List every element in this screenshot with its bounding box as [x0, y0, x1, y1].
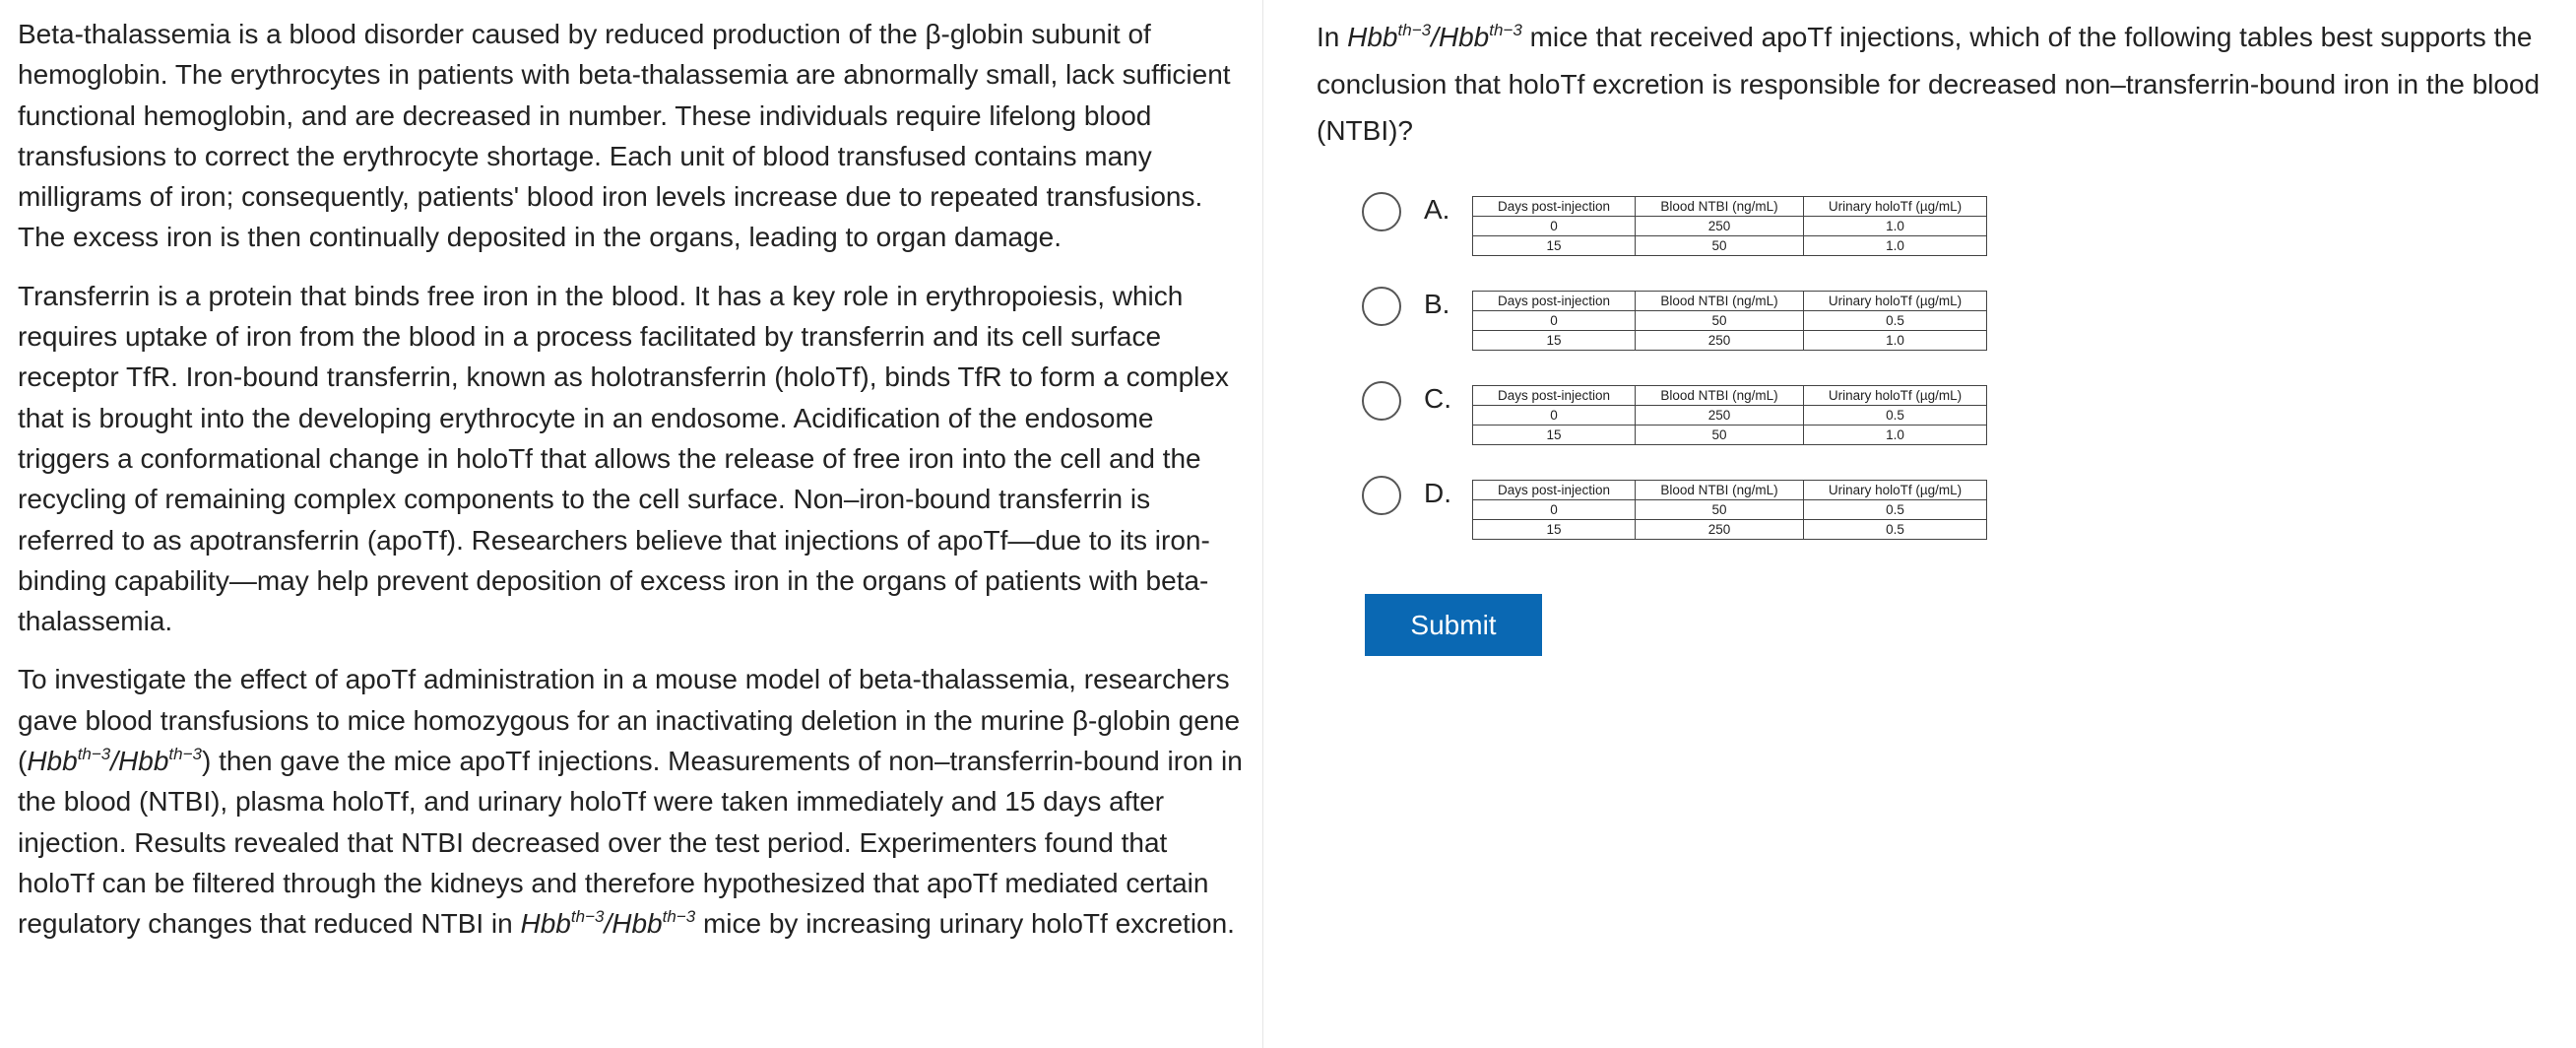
cell: 15 [1473, 331, 1636, 351]
choice-table-b [1472, 291, 1987, 351]
choice-b[interactable] [1362, 285, 1992, 354]
table-row [1473, 217, 1987, 236]
cell: 250 [1636, 406, 1804, 426]
table-header-row [1473, 292, 1987, 311]
header-ntbi: Blood NTBI (ng/mL) [1636, 197, 1804, 217]
header-days: Days post-injection [1473, 197, 1636, 217]
cell: 250 [1636, 520, 1804, 540]
choice-c[interactable] [1362, 379, 1992, 448]
choice-table-a [1472, 196, 1987, 256]
radio-button-d[interactable] [1362, 476, 1401, 515]
cell: 0.5 [1804, 406, 1987, 426]
cell: 250 [1636, 331, 1804, 351]
table-row [1473, 406, 1987, 426]
table-header-row [1473, 386, 1987, 406]
cell: 0.5 [1804, 311, 1987, 331]
cell: 50 [1636, 500, 1804, 520]
table-row [1473, 331, 1987, 351]
submit-button[interactable]: Submit [1365, 594, 1542, 656]
header-days: Days post-injection [1473, 481, 1636, 500]
table-row [1473, 520, 1987, 540]
header-days: Days post-injection [1473, 292, 1636, 311]
choice-letter: A. [1424, 194, 1450, 225]
cell: 0 [1473, 311, 1636, 331]
cell: 0.5 [1804, 500, 1987, 520]
header-ntbi: Blood NTBI (ng/mL) [1636, 292, 1804, 311]
header-ntbi: Blood NTBI (ng/mL) [1636, 481, 1804, 500]
choice-table-c [1472, 385, 1987, 445]
genotype-label: Hbb$^{th-3}$/Hbb$^{th-3}$ [520, 907, 696, 940]
header-urinary: Urinary holoTf (µg/mL) [1804, 481, 1987, 500]
cell: 1.0 [1804, 426, 1987, 445]
choice-a[interactable] [1362, 190, 1992, 259]
table-row [1473, 426, 1987, 445]
cell: 0 [1473, 217, 1636, 236]
cell: 0 [1473, 406, 1636, 426]
table-row [1473, 500, 1987, 520]
cell: 250 [1636, 217, 1804, 236]
header-urinary: Urinary holoTf (µg/mL) [1804, 197, 1987, 217]
header-ntbi: Blood NTBI (ng/mL) [1636, 386, 1804, 406]
cell: 15 [1473, 520, 1636, 540]
choice-letter: D. [1424, 478, 1451, 508]
radio-button-a[interactable] [1362, 192, 1401, 231]
cell: 15 [1473, 236, 1636, 256]
table-header-row [1473, 481, 1987, 500]
passage-pane [0, 0, 1263, 1048]
passage-paragraph-1: Beta-thalassemia is a blood disorder caused by reduced production of the β-globin subunit of hemoglobin. The erythrocytes in patients with beta-thalassemia are abnormally small, lack sufficient functional hemoglobin, and are decreased in number. These individuals require lifelong blood transfusions to correct the erythrocyte shortage. Each unit of blood transfused contains many milligrams of iron; consequently, patients' blood iron levels increase due to repeated transfusions. The excess iron is then continually deposited in the organs, leading to organ damage. [18, 19, 1231, 253]
cell: 50 [1636, 311, 1804, 331]
header-urinary: Urinary holoTf (µg/mL) [1804, 386, 1987, 406]
cell: 1.0 [1804, 217, 1987, 236]
cell: 50 [1636, 236, 1804, 256]
p3-text-c: mice by increasing urinary holoTf excretion. [695, 908, 1235, 940]
choice-letter: B. [1424, 289, 1450, 319]
passage-paragraph-2: Transferrin is a protein that binds free iron in the blood. It has a key role in erythropoiesis, which requires uptake of iron from the blood in a process facilitated by transferrin and its cell surface receptor TfR. Iron-bound transferrin, known as holotransferrin (holoTf), binds TfR to form a complex that is brought into the developing erythrocyte in an endosome. Acidification of the endosome triggers a conformational change in holoTf that allows the release of free iron into the cell and the recycling of remaining complex components to the cell surface. Non–iron-bound transferrin is referred to as apotransferrin (apoTf). Researchers believe that injections of apoTf—due to its iron-binding capability—may help prevent deposition of excess iron in the organs of patients with beta-thalassemia. [18, 280, 1229, 637]
cell: 1.0 [1804, 236, 1987, 256]
question-stem: In Hbb$^{th-3}$/Hbb$^{th-3}$ mice that received apoTf injections, which of the following tables best supports the conclusion that holoTf excretion is responsible for decreased non–transferrin-bound iron in the blood (NTBI)? [1317, 21, 2541, 146]
cell: 15 [1473, 426, 1636, 445]
genotype-label: Hbb$^{th-3}$/Hbb$^{th-3}$ [27, 745, 202, 777]
header-urinary: Urinary holoTf (µg/mL) [1804, 292, 1987, 311]
cell: 0 [1473, 500, 1636, 520]
choice-table-d [1472, 480, 1987, 540]
cell: 1.0 [1804, 331, 1987, 351]
header-days: Days post-injection [1473, 386, 1636, 406]
table-header-row [1473, 197, 1987, 217]
radio-button-c[interactable] [1362, 381, 1401, 421]
p3-text-b: ) then gave the mice apoTf injections. Measurements of non–transferrin-bound iron in the blood (NTBI), plasma holoTf, and urinary holoTf were taken immediately and 15 days after injection. Results revealed that NTBI decreased over the test period. Experimenters found that holoTf can be filtered through the kidneys and therefore hypothesized that apoTf mediated certain regulatory changes that reduced NTBI in [18, 746, 1243, 940]
cell: 0.5 [1804, 520, 1987, 540]
cell: 50 [1636, 426, 1804, 445]
genotype-label: Hbb$^{th-3}$/Hbb$^{th-3}$ [1347, 21, 1522, 52]
choice-d[interactable] [1362, 474, 1992, 543]
table-row [1473, 311, 1987, 331]
passage-paragraph-3 [18, 659, 1249, 944]
p3-text-a: To investigate the effect of apoTf administration in a mouse model of beta-thalassemia, researchers gave blood transfusions to mice homozygous for an inactivating deletion in the murine β-globin gene ( [18, 664, 1241, 777]
choice-letter: C. [1424, 383, 1451, 414]
table-row [1473, 236, 1987, 256]
radio-button-b[interactable] [1362, 287, 1401, 326]
